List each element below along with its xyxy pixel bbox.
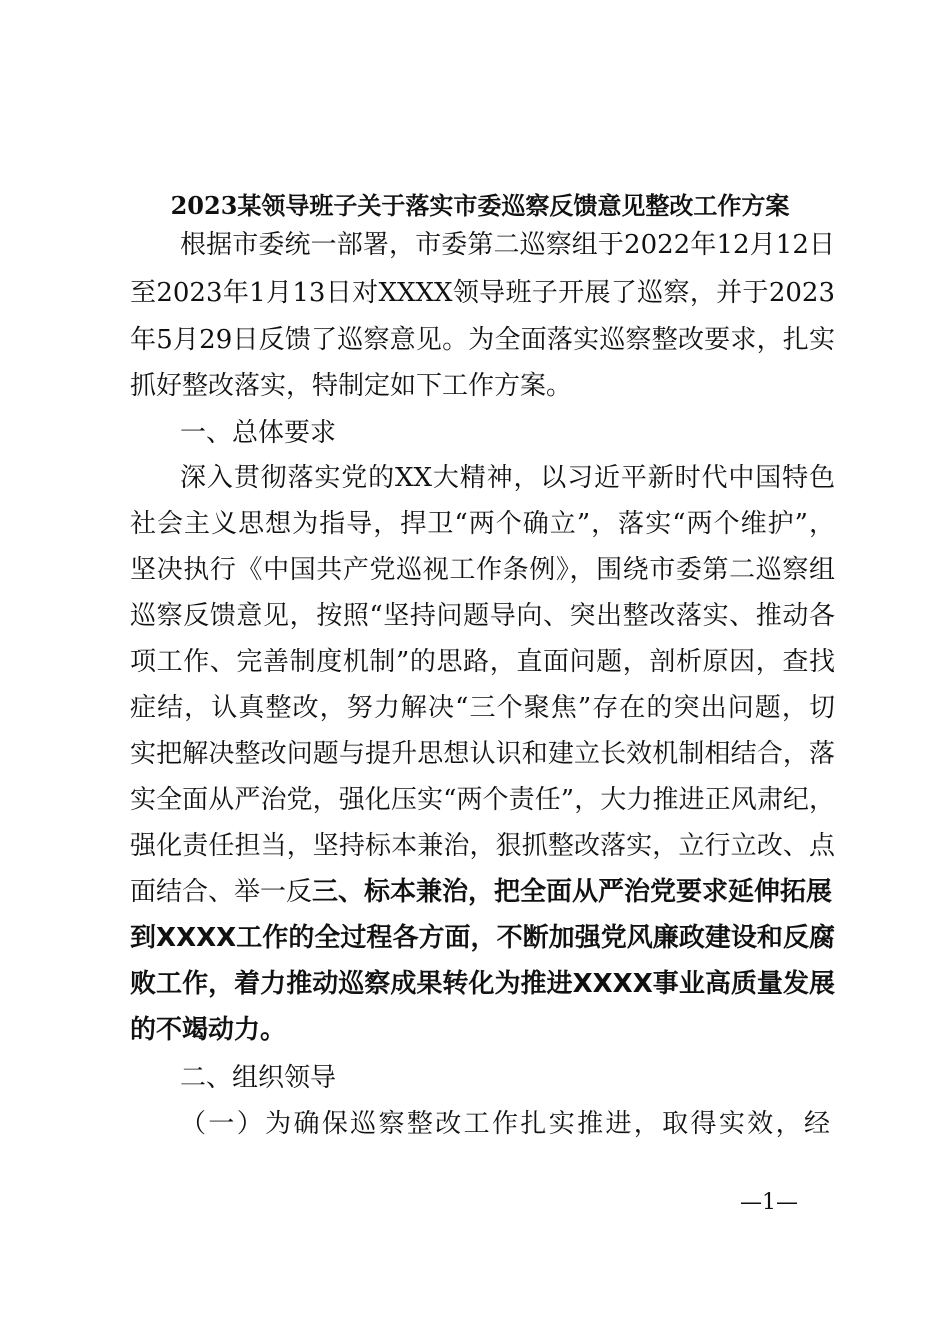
mixed-line-bold: 三、标本兼治，把全面从严治党要求延伸拓展 [312,877,833,907]
body-line: 社会主义思想为指导，捍卫“两个确立”，落实“两个维护”， [130,509,835,539]
body-line: 实全面从严治党，强化压实“两个责任”，大力推进正风肃纪， [130,785,835,815]
bold-line: 到XXXX工作的全过程各方面，不断加强党风廉政建设和反腐 [130,923,835,953]
body-line: 巡察反馈意见，按照“坚持问题导向、突出整改落实、推动各 [130,601,835,631]
body-line: 深入贯彻落实党的XX大精神，以习近平新时代中国特色 [180,463,835,493]
bold-line: 的不竭动力。 [130,1015,287,1045]
body-line: 坚决执行《中国共产党巡视工作条例》，围绕市委第二巡察组 [130,555,835,585]
page-number: —1— [740,1190,798,1215]
intro-line: 至2023年1月13日对XXXX领导班子开展了巡察，并于2023 [130,278,835,308]
bold-line: 败工作，着力推动巡察成果转化为推进XXXX事业高质量发展 [130,969,835,999]
body-line: 强化责任担当，坚持标本兼治，狠抓整改落实，立行立改、点 [130,831,835,861]
document-title: 2023某领导班子关于落实市委巡察反馈意见整改工作方案 [170,191,790,220]
section-heading: 二、组织领导 [180,1063,337,1093]
intro-line: 年5月29日反馈了巡察意见。为全面落实巡察整改要求，扎实 [130,325,835,355]
body-line: 实把解决整改问题与提升思想认识和建立长效机制相结合，落 [130,739,835,769]
section-heading: 一、总体要求 [180,418,337,448]
intro-line: 抓好整改落实，特制定如下工作方案。 [130,371,573,401]
body-line: 项工作、完善制度机制”的思路，直面问题，剖析原因，查找 [130,647,835,677]
body-line: 症结，认真整改，努力解决“三个聚焦”存在的突出问题，切 [130,693,835,723]
intro-line: 根据市委统一部署，市委第二巡察组于2022年12月12日 [180,230,835,260]
mixed-line-regular: 面结合、举一反 [130,877,313,907]
body-line: （一）为确保巡察整改工作扎实推进，取得实效，经 [180,1109,830,1139]
mixed-line [130,877,835,907]
